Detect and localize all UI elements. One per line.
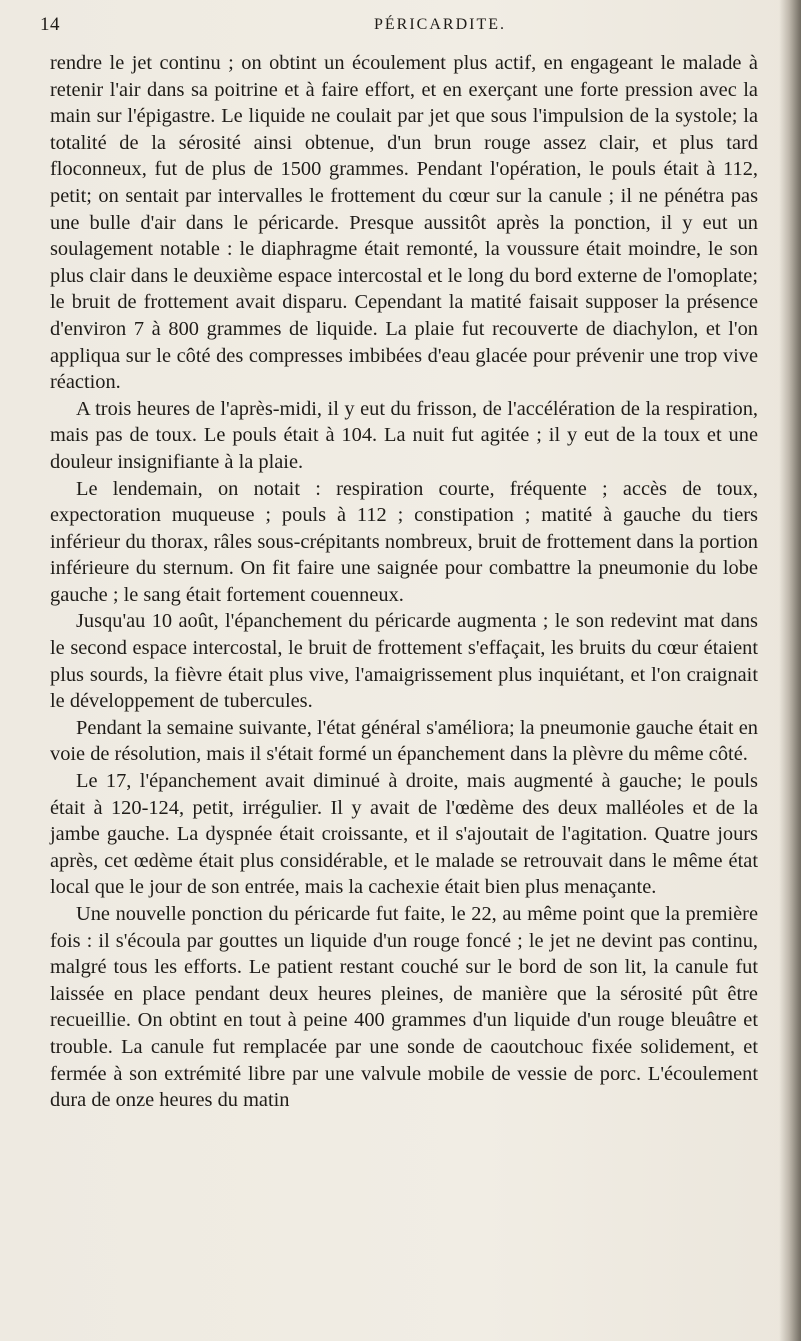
paragraph-2: A trois heures de l'après-midi, il y eut du frisson, de l'accélération de la respiration, mais pas de toux. Le pouls était à 104. La nuit fut agitée ; il y eut de la toux et une douleur insignifiante à la plaie.	[50, 397, 758, 473]
paragraph-4: Jusqu'au 10 août, l'épanchement du péricarde augmenta ; le son redevint mat dans le second espace intercostal, le bruit de frottement s'effaçait, les bruits du cœur étaient plus sourds, la fièvre était plus vive, l'amaigrissement plus inquiétant, et l'on craignait le développement de tubercules.	[50, 610, 758, 713]
paragraph-6: Le 17, l'épanchement avait diminué à droite, mais augmenté à gauche; le pouls était à 120-124, petit, irrégulier. Il y avait de l'œdème des deux malléoles et de la jambe gauche. La dyspnée était croissante, et il s'ajoutait de l'agitation. Quatre jours après, cet œdème était plus considérable, et le malade se retrouvait dans le même état local que le jour de son entrée, mais la cachexie était bien plus menaçante.	[50, 770, 758, 899]
page-header	[40, 10, 780, 44]
paragraph-3: Le lendemain, on notait : respiration courte, fréquente ; accès de toux, expectoration muqueuse ; pouls à 112 ; constipation ; matité à gauche du tiers inférieur du thorax, râles sous-crépitants nombreux, bruit de frottement dans la portion inférieure du sternum. On fit faire une saignée pour combattre la pneumonie du lobe gauche ; le sang était fortement couenneux.	[50, 477, 758, 606]
running-head: PÉRICARDITE.	[374, 16, 506, 33]
page-number: 14	[40, 14, 60, 35]
paragraph-5: Pendant la semaine suivante, l'état général s'améliora; la pneumonie gauche était en voie de résolution, mais il s'était formé un épanchement dans la plèvre du même côté.	[50, 716, 758, 766]
body-text	[50, 50, 758, 1114]
paragraph-1: rendre le jet continu ; on obtint un écoulement plus actif, en engageant le malade à retenir l'air dans sa poitrine et à faire effort, et en exerçant une forte pression avec la main sur l'épigastre. Le liquide ne coulait par jet que sous l'impulsion de la systole; la totalité de la sérosité ainsi obtenue, d'un brun rouge assez clair, et plus tard floconneux, fut de plus de 1500 grammes. Pendant l'opération, le pouls était à 112, petit; on sentait par intervalles le frottement du cœur sur la canule ; il ne pénétra pas une bulle d'air dans le péricarde. Presque aussitôt après la ponction, il y eut un soulagement notable : le diaphragme était remonté, la voussure était moindre, le son plus clair dans le deuxième espace intercostal et le long du bord externe de l'omoplate; le bruit de frottement avait disparu. Cependant la matité faisait supposer la présence d'environ 7 à 800 grammes de liquide. La plaie fut recouverte de diachylon, et l'on appliqua sur le côté des compresses imbibées d'eau glacée pour prévenir une trop vive réaction.	[50, 52, 758, 394]
page-binding-shadow	[779, 0, 801, 1341]
paragraph-7: Une nouvelle ponction du péricarde fut faite, le 22, au même point que la première fois : il s'écoula par gouttes un liquide d'un rouge foncé ; le jet ne devint pas continu, malgré tous les efforts. Le patient restant couché sur le bord de son lit, la canule fut laissée en place pendant deux heures pleines, de manière que la sérosité pût être recueillie. On obtint en tout à peine 400 grammes d'un liquide d'un rouge bleuâtre et trouble. La canule fut remplacée par une sonde de caoutchouc fixée solidement, et fermée à son extrémité libre par une valvule mobile de vessie de porc. L'écoulement dura de onze heures du matin	[50, 903, 758, 1112]
